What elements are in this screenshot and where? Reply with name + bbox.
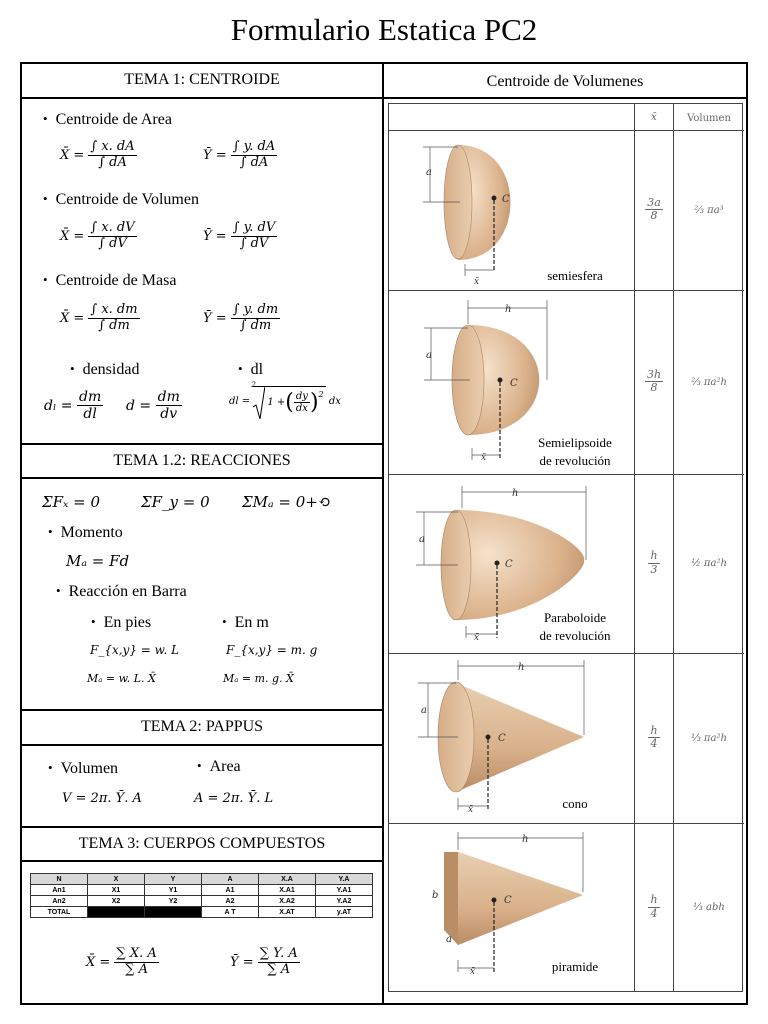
table-header-row xyxy=(31,874,373,885)
table-cell: A1 xyxy=(202,885,259,896)
table-cell: X.A xyxy=(259,874,316,885)
svg-text:h: h xyxy=(512,488,519,499)
xbar-value: $\frac{3h}{8}$ xyxy=(646,367,662,395)
moment-pies-equation: Mₐ = w. L. X̄ xyxy=(87,672,156,685)
pappus-area-equation: A = 2π. Ȳ. L xyxy=(194,791,274,806)
table-cell: X.A1 xyxy=(259,885,316,896)
caption-line: piramide xyxy=(551,959,599,974)
table-cell: TOTAL xyxy=(31,907,88,918)
table-cell: Y.A xyxy=(316,874,373,885)
svg-text:x̄: x̄ xyxy=(470,967,476,977)
svg-text:b: b xyxy=(432,890,439,901)
svg-text:a: a xyxy=(419,534,425,545)
table-cell xyxy=(145,907,202,918)
table-cell: A xyxy=(202,874,259,885)
table-cell: X.A2 xyxy=(259,896,316,907)
centroide-area-label: • Centroide de Area xyxy=(43,111,172,129)
pyramid-shape xyxy=(432,832,583,977)
svg-text:C: C xyxy=(505,559,513,570)
moment-m-equation: Mₐ = m. g. X̄ xyxy=(223,672,294,685)
dl-density-formula: dₗ = $\frac{dm}{dl}$ xyxy=(44,389,102,423)
masa-y-formula: Ȳ = $\frac{\int y. dm}{\int dm}$ xyxy=(203,302,279,333)
sum-fx-equation: ΣFₓ = 0 xyxy=(42,493,100,511)
momento-label: • Momento xyxy=(48,524,123,542)
force-pies-equation: F_{x,y} = w. L xyxy=(90,643,180,657)
arc-length-formula: dl = 2 1 + ( $\frac{dy}{dx}$ ) $^2$ dx xyxy=(229,384,341,418)
svg-text:x̄: x̄ xyxy=(474,277,480,287)
svg-text:h: h xyxy=(522,834,529,845)
svg-text:a: a xyxy=(446,934,452,945)
pappus-volumen-label: • Volumen xyxy=(48,760,118,778)
svg-text:a: a xyxy=(426,167,432,178)
pappus-area-label: • Area xyxy=(197,758,241,776)
table-cell: Y1 xyxy=(145,885,202,896)
table-cell: Y xyxy=(145,874,202,885)
table-cell: N xyxy=(31,874,88,885)
table-cell: X1 xyxy=(88,885,145,896)
svg-text:h: h xyxy=(518,662,525,673)
composite-x-formula: X̄ = $\frac{\sum X. A}{\sum A}$ xyxy=(86,946,157,977)
en-m-label: • En m xyxy=(222,614,269,632)
volumes-header: Centroide de Volumenes xyxy=(486,73,644,90)
centroide-masa-label: • Centroide de Masa xyxy=(43,272,176,290)
tema2-header: TEMA 2: PAPPUS xyxy=(140,718,264,735)
momento-equation: Mₐ = Fd xyxy=(66,552,130,570)
semiellipsoid-shape xyxy=(424,300,547,463)
xbar-value: $\frac{3a}{8}$ xyxy=(647,195,661,223)
table-total-row xyxy=(31,907,373,918)
tema3-header: TEMA 3: CUERPOS COMPUESTOS xyxy=(78,835,326,852)
table-cell: Y2 xyxy=(145,896,202,907)
svg-text:x̄: x̄ xyxy=(468,805,474,815)
centroide-volumen-label: • Centroide de Volumen xyxy=(43,191,199,209)
table-cell: A2 xyxy=(202,896,259,907)
sum-fy-equation: ΣF_y = 0 xyxy=(141,493,210,511)
caption-line: Paraboloide xyxy=(543,610,607,625)
volume-value: ⅔ πa³ xyxy=(694,204,724,216)
table-cell: X.AT xyxy=(259,907,316,918)
svg-text:C: C xyxy=(502,194,510,205)
svg-text:x̄: x̄ xyxy=(481,453,487,463)
caption-line: de revolución xyxy=(539,627,611,643)
table-row xyxy=(31,885,373,896)
cone-shape xyxy=(418,660,584,815)
volume-value: ½ πa²h xyxy=(691,558,727,569)
table-cell: X xyxy=(88,874,145,885)
xbar-value: $\frac{h}{4}$ xyxy=(650,893,658,920)
table-cell: Y.A1 xyxy=(316,885,373,896)
tema1-header: TEMA 1: CENTROIDE xyxy=(124,71,280,88)
table-cell: A T xyxy=(202,907,259,918)
svg-text:h: h xyxy=(505,304,512,315)
table-cell: y.AT xyxy=(316,907,373,918)
paraboloid-shape xyxy=(416,486,586,643)
volume-shapes-illustration xyxy=(388,130,634,992)
composite-y-formula: Ȳ = $\frac{\sum Y. A}{\sum A}$ xyxy=(230,946,298,977)
svg-text:x̄: x̄ xyxy=(474,633,480,643)
pappus-volume-equation: V = 2π. Ȳ. A xyxy=(62,791,142,806)
caption-line: cono xyxy=(562,796,588,811)
xbar-value: $\frac{h}{3}$ xyxy=(650,549,658,576)
compound-bodies-table xyxy=(30,873,373,918)
col-volumen-header: Volumen xyxy=(687,113,731,124)
densidad-label: • densidad xyxy=(70,361,139,379)
reaccion-barra-label: • Reacción en Barra xyxy=(56,583,187,601)
svg-text:a: a xyxy=(421,705,427,716)
volume-value: ⅔ πa²h xyxy=(691,376,727,388)
svg-text:C: C xyxy=(498,733,506,744)
svg-text:a: a xyxy=(426,350,432,361)
dl-label: • dl xyxy=(238,361,263,379)
svg-text:C: C xyxy=(510,378,518,389)
caption-line: Semielipsoide xyxy=(538,435,612,450)
en-pies-label: • En pies xyxy=(91,614,151,632)
volume-value: ⅓ πa²h xyxy=(691,732,727,744)
volumen-x-formula: X̄ = $\frac{\int x. dV}{\int dV}$ xyxy=(60,220,135,251)
svg-text:C: C xyxy=(504,895,512,906)
force-m-equation: F_{x,y} = m. g xyxy=(226,643,318,657)
table-cell xyxy=(88,907,145,918)
area-x-formula: X̄ = $\frac{\int x. dA}{\int dA}$ xyxy=(60,139,135,170)
xbar-value: $\frac{h}{4}$ xyxy=(650,723,658,751)
caption-line: semiesfera xyxy=(547,268,603,283)
table-cell: An2 xyxy=(31,896,88,907)
table-cell: An1 xyxy=(31,885,88,896)
table-cell: X2 xyxy=(88,896,145,907)
table-cell: Y.A2 xyxy=(316,896,373,907)
area-y-formula: Ȳ = $\frac{\int y. dA}{\int dA}$ xyxy=(203,139,276,170)
volume-value: ⅓ abh xyxy=(693,902,725,913)
tema12-header: TEMA 1.2: REACCIONES xyxy=(113,452,291,469)
page-title: Formulario Estatica PC2 xyxy=(230,12,538,47)
hemisphere-shape xyxy=(423,145,511,287)
volumen-y-formula: Ȳ = $\frac{\int y. dV}{\int dV}$ xyxy=(203,220,276,251)
table-row xyxy=(31,896,373,907)
sum-moment-equation: ΣMₐ = 0+⟲ xyxy=(242,493,331,511)
masa-x-formula: X̄ = $\frac{\int x. dm}{\int dm}$ xyxy=(60,302,138,333)
caption-line: de revolución xyxy=(539,452,611,468)
col-xbar-header: x̄ xyxy=(651,112,657,123)
d-density-formula: d = $\frac{dm}{dv}$ xyxy=(126,389,180,423)
